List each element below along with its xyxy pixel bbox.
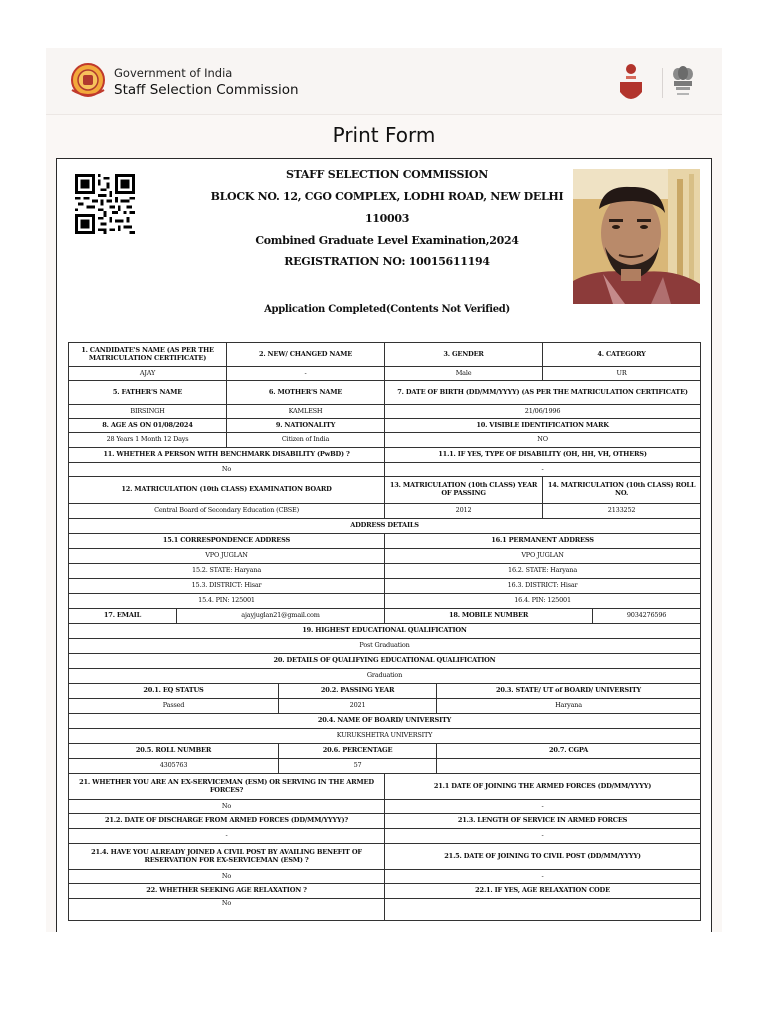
table-row xyxy=(69,759,701,774)
label-roll-number: 20.5. ROLL NUMBER xyxy=(69,744,279,759)
label-gender: 3. GENDER xyxy=(385,343,543,367)
table-row xyxy=(69,729,701,744)
registration-number: REGISTRATION NO: 10015611194 xyxy=(284,255,490,268)
form-address: BLOCK NO. 12, CGO COMPLEX, LODHI ROAD, NEW DELHI xyxy=(210,190,564,203)
table-row xyxy=(69,744,701,759)
value-disability-type: - xyxy=(385,463,701,477)
value-armed-discharge-date: - xyxy=(69,829,385,844)
print-form xyxy=(56,158,712,932)
top-bar xyxy=(46,48,722,115)
label-dob: 7. DATE OF BIRTH (DD/MM/YYYY) (AS PER THE MATRICULATION CERTIFICATE) xyxy=(385,381,701,405)
table-row xyxy=(69,609,701,624)
table-row xyxy=(69,367,701,381)
label-esm: 21. WHETHER YOU ARE AN EX-SERVICEMAN (ESM) OR SERVING IN THE ARMED FORCES? xyxy=(69,774,385,800)
table-row xyxy=(69,800,701,814)
label-correspondence-address: 15.1 CORRESPONDENCE ADDRESS xyxy=(69,534,385,549)
table-row xyxy=(69,699,701,714)
table-row xyxy=(69,844,701,870)
org-name: Staff Selection Commission xyxy=(114,82,299,98)
label-pwbd: 11. WHETHER A PERSON WITH BENCHMARK DISABILITY (PwBD) ? xyxy=(69,448,385,463)
value-percentage: 57 xyxy=(279,759,437,774)
value-father-name: BIRSINGH xyxy=(69,405,227,419)
table-row xyxy=(69,594,701,609)
table-row xyxy=(69,343,701,367)
value-armed-join-date: - xyxy=(385,800,701,814)
value-candidate-name: AJAY xyxy=(69,367,227,381)
table-row xyxy=(69,477,701,504)
label-nationality: 9. NATIONALITY xyxy=(227,419,385,433)
exam-name: Combined Graduate Level Examination,2024 xyxy=(255,234,519,247)
form-org: STAFF SELECTION COMMISSION xyxy=(286,168,488,181)
value-pwbd: No xyxy=(69,463,385,477)
value-passing-year: 2021 xyxy=(279,699,437,714)
value-new-name: - xyxy=(227,367,385,381)
azadi-logo-icon xyxy=(616,62,646,104)
value-esm: No xyxy=(69,800,385,814)
value-permanent-pin: 16.4. PIN: 125001 xyxy=(385,594,701,609)
label-armed-join-date: 21.1 DATE OF JOINING THE ARMED FORCES (DD/MM/YYYY) xyxy=(385,774,701,800)
value-roll-number: 4305763 xyxy=(69,759,279,774)
value-id-mark: NO xyxy=(385,433,701,448)
label-father-name: 5. FATHER'S NAME xyxy=(69,381,227,405)
table-row xyxy=(69,549,701,564)
page xyxy=(46,48,722,932)
value-dob: 21/06/1996 xyxy=(385,405,701,419)
value-board-university: KURUKSHETRA UNIVERSITY xyxy=(69,729,701,744)
label-mobile: 18. MOBILE NUMBER xyxy=(385,609,593,624)
label-cgpa: 20.7. CGPA xyxy=(437,744,701,759)
label-matric-board: 12. MATRICULATION (10th CLASS) EXAMINATION BOARD xyxy=(69,477,385,504)
label-permanent-address: 16.1 PERMANENT ADDRESS xyxy=(385,534,701,549)
value-age-relaxation: No xyxy=(69,899,385,921)
value-matric-board: Central Board of Secondary Education (CBSE) xyxy=(69,504,385,519)
label-age-relaxation-code: 22.1. IF YES, AGE RELAXATION CODE xyxy=(385,884,701,899)
value-matric-roll: 2133252 xyxy=(543,504,701,519)
table-row xyxy=(69,564,701,579)
table-row xyxy=(69,669,701,684)
table-row xyxy=(69,884,701,899)
gov-text: Government of India xyxy=(114,66,233,80)
qr-code-icon xyxy=(74,174,136,234)
label-passing-year: 20.2. PASSING YEAR xyxy=(279,684,437,699)
label-service-length: 21.3. LENGTH OF SERVICE IN ARMED FORCES xyxy=(385,814,701,829)
value-email: ajayjuglan21@gmail.com xyxy=(177,609,385,624)
table-row xyxy=(69,534,701,549)
value-matric-year: 2012 xyxy=(385,504,543,519)
label-disability-type: 11.1. IF YES, TYPE OF DISABILITY (OH, HH, VH, OTHERS) xyxy=(385,448,701,463)
value-permanent-state: 16.2. STATE: Haryana xyxy=(385,564,701,579)
value-gender: Male xyxy=(385,367,543,381)
table-row xyxy=(69,829,701,844)
table-row xyxy=(69,504,701,519)
label-civil-join-date: 21.5. DATE OF JOINING TO CIVIL POST (DD/MM/YYYY) xyxy=(385,844,701,870)
table-row xyxy=(69,870,701,884)
label-mother-name: 6. MOTHER'S NAME xyxy=(227,381,385,405)
table-row xyxy=(69,899,701,921)
ssc-logo-icon xyxy=(68,62,108,98)
table-row xyxy=(69,433,701,448)
logo-divider xyxy=(662,68,663,98)
value-highest-qualification: Post Graduation xyxy=(69,639,701,654)
label-board-university: 20.4. NAME OF BOARD/ UNIVERSITY xyxy=(69,714,701,729)
table-row xyxy=(69,774,701,800)
table-row xyxy=(69,448,701,463)
label-percentage: 20.6. PERCENTAGE xyxy=(279,744,437,759)
table-row xyxy=(69,624,701,639)
value-eq-state: Haryana xyxy=(437,699,701,714)
value-correspondence-pin: 15.4. PIN: 125001 xyxy=(69,594,385,609)
table-row xyxy=(69,654,701,669)
label-category: 4. CATEGORY xyxy=(543,343,701,367)
application-status: Application Completed(Contents Not Verified) xyxy=(264,304,510,315)
value-age-relaxation-code xyxy=(385,899,701,921)
label-qualifying-details: 20. DETAILS OF QUALIFYING EDUCATIONAL QUALIFICATION xyxy=(69,654,701,669)
value-correspondence-state: 15.2. STATE: Haryana xyxy=(69,564,385,579)
value-cgpa xyxy=(437,759,701,774)
value-age: 28 Years 1 Month 12 Days xyxy=(69,433,227,448)
label-eq-status: 20.1. EQ STATUS xyxy=(69,684,279,699)
label-armed-discharge-date: 21.2. DATE OF DISCHARGE FROM ARMED FORCES (DD/MM/YYYY)? xyxy=(69,814,385,829)
value-correspondence-address: VPO JUGLAN xyxy=(69,549,385,564)
label-eq-state: 20.3. STATE/ UT of BOARD/ UNIVERSITY xyxy=(437,684,701,699)
value-mobile: 9034276596 xyxy=(593,609,701,624)
table-row xyxy=(69,463,701,477)
table-row xyxy=(69,419,701,433)
table-row xyxy=(69,814,701,829)
national-emblem-icon xyxy=(670,64,696,100)
page-title: Print Form xyxy=(332,123,436,147)
table-row xyxy=(69,639,701,654)
table-row xyxy=(69,579,701,594)
table-row xyxy=(69,381,701,405)
label-highest-qualification: 19. HIGHEST EDUCATIONAL QUALIFICATION xyxy=(69,624,701,639)
value-nationality: Citizen of India xyxy=(227,433,385,448)
value-mother-name: KAMLESH xyxy=(227,405,385,419)
label-id-mark: 10. VISIBLE IDENTIFICATION MARK xyxy=(385,419,701,433)
form-pincode: 110003 xyxy=(364,212,410,225)
value-eq-status: Passed xyxy=(69,699,279,714)
table-row xyxy=(69,714,701,729)
value-correspondence-district: 15.3. DISTRICT: Hisar xyxy=(69,579,385,594)
label-age: 8. AGE AS ON 01/08/2024 xyxy=(69,419,227,433)
candidate-photo xyxy=(573,169,700,304)
label-address-details: ADDRESS DETAILS xyxy=(69,519,701,534)
value-service-length: - xyxy=(385,829,701,844)
value-permanent-address: VPO JUGLAN xyxy=(385,549,701,564)
table-row xyxy=(69,519,701,534)
label-matric-roll: 14. MATRICULATION (10th CLASS) ROLL NO. xyxy=(543,477,701,504)
table-row xyxy=(69,684,701,699)
value-qualifying: Graduation xyxy=(69,669,701,684)
label-new-name: 2. NEW/ CHANGED NAME xyxy=(227,343,385,367)
label-matric-year: 13. MATRICULATION (10th CLASS) YEAR OF PASSING xyxy=(385,477,543,504)
label-email: 17. EMAIL xyxy=(69,609,177,624)
value-permanent-district: 16.3. DISTRICT: Hisar xyxy=(385,579,701,594)
application-details-table xyxy=(68,342,701,921)
label-candidate-name: 1. CANDIDATE'S NAME (AS PER THE MATRICULATION CERTIFICATE) xyxy=(69,343,227,367)
value-category: UR xyxy=(543,367,701,381)
table-row xyxy=(69,405,701,419)
value-civil-post: No xyxy=(69,870,385,884)
label-age-relaxation: 22. WHETHER SEEKING AGE RELAXATION ? xyxy=(69,884,385,899)
label-civil-post: 21.4. HAVE YOU ALREADY JOINED A CIVIL POST BY AVAILING BENEFIT OF RESERVATION FOR EX-SERVICEMAN (ESM) ? xyxy=(69,844,385,870)
value-civil-join-date: - xyxy=(385,870,701,884)
